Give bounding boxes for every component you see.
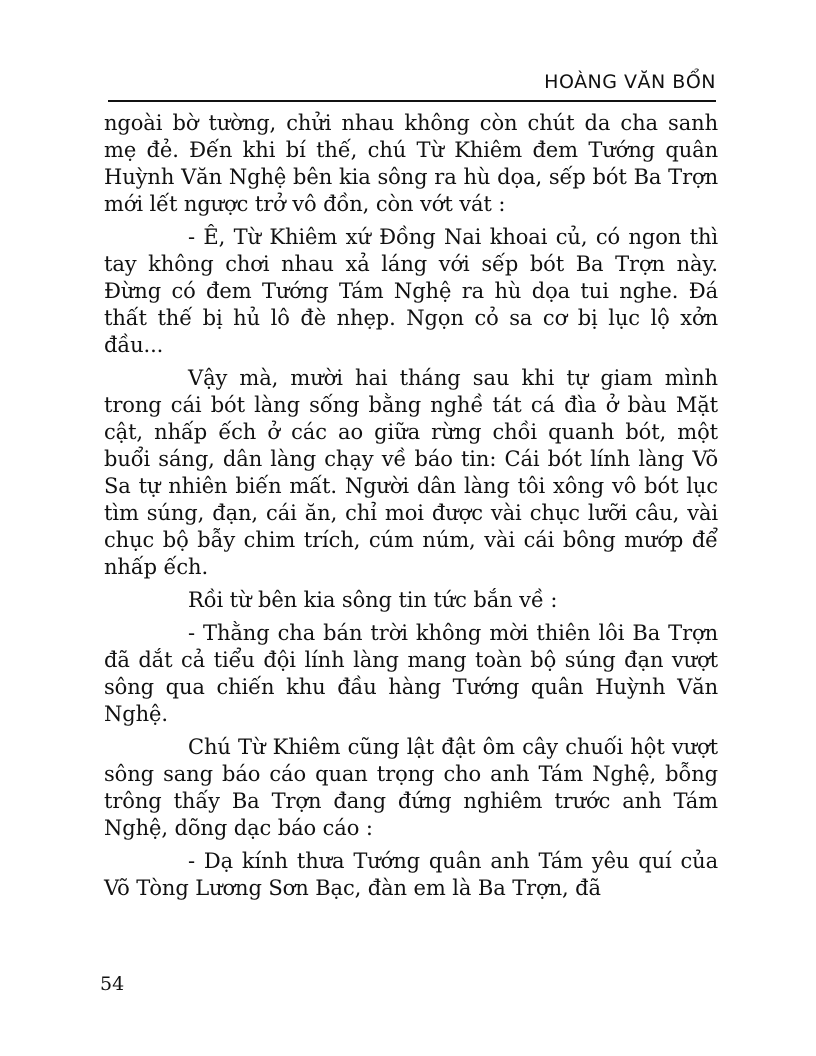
paragraph: Rồi từ bên kia sông tin tức bắn về :: [188, 588, 558, 612]
paragraph: Chú Từ Khiêm cũng lật đật ôm cây chuối hột vượt sông sang báo cáo quan trọng cho anh Tám Nghệ, bỗng trông thấy Ba Trợn đang đứng nghiêm trước anh Tám Nghệ, dõng dạc báo cáo :: [104, 735, 718, 840]
paragraph: - Thằng cha bán trời không mời thiên lôi Ba Trợn đã dắt cả tiểu đội lính làng mang toàn bộ súng đạn vượt sông qua chiến khu đầu hàng Tướng quân Huỳnh Văn Nghệ.: [104, 621, 718, 726]
page-number: 54: [100, 973, 125, 995]
header-author: HOÀNG VĂN BỔN: [544, 71, 716, 93]
paragraph: - Ê, Từ Khiêm xứ Đồng Nai khoai củ, có ngon thì tay không chơi nhau xả láng với sếp bót Ba Trợn này. Đừng có đem Tướng Tám Nghệ ra hù dọa tui nghe. Đá thất thế bị hủ lô đè nhẹp. Ngọn cỏ sa cơ bị lục lộ xởn đầu...: [104, 225, 718, 357]
body-text: [104, 110, 718, 908]
running-header: [108, 66, 716, 102]
paragraph: - Dạ kính thưa Tướng quân anh Tám yêu quí của Võ Tòng Lương Sơn Bạc, đàn em là Ba Trợn, đã: [104, 849, 718, 900]
paragraph: ngoài bờ tường, chửi nhau không còn chút da cha sanh mẹ đẻ. Đến khi bí thế, chú Từ Khiêm đem Tướng quân Huỳnh Văn Nghệ bên kia sông ra hù dọa, sếp bót Ba Trợn mới lết ngược trở vô đồn, còn vớt vát :: [104, 111, 718, 216]
paragraph: Vậy mà, mười hai tháng sau khi tự giam mình trong cái bót làng sống bằng nghề tát cá đìa ở bàu Mặt cật, nhấp ếch ở các ao giữa rừng chồi quanh bót, một buổi sáng, dân làng chạy về báo tin: Cái bót lính làng Võ Sa tự nhiên biến mất. Người dân làng tôi xông vô bót lục tìm súng, đạn, cái ăn, chỉ moi được vài chục lưỡi câu, vài chục bộ bẫy chim trích, cúm núm, vài cái bông mướp để nhấp ếch.: [104, 366, 718, 579]
